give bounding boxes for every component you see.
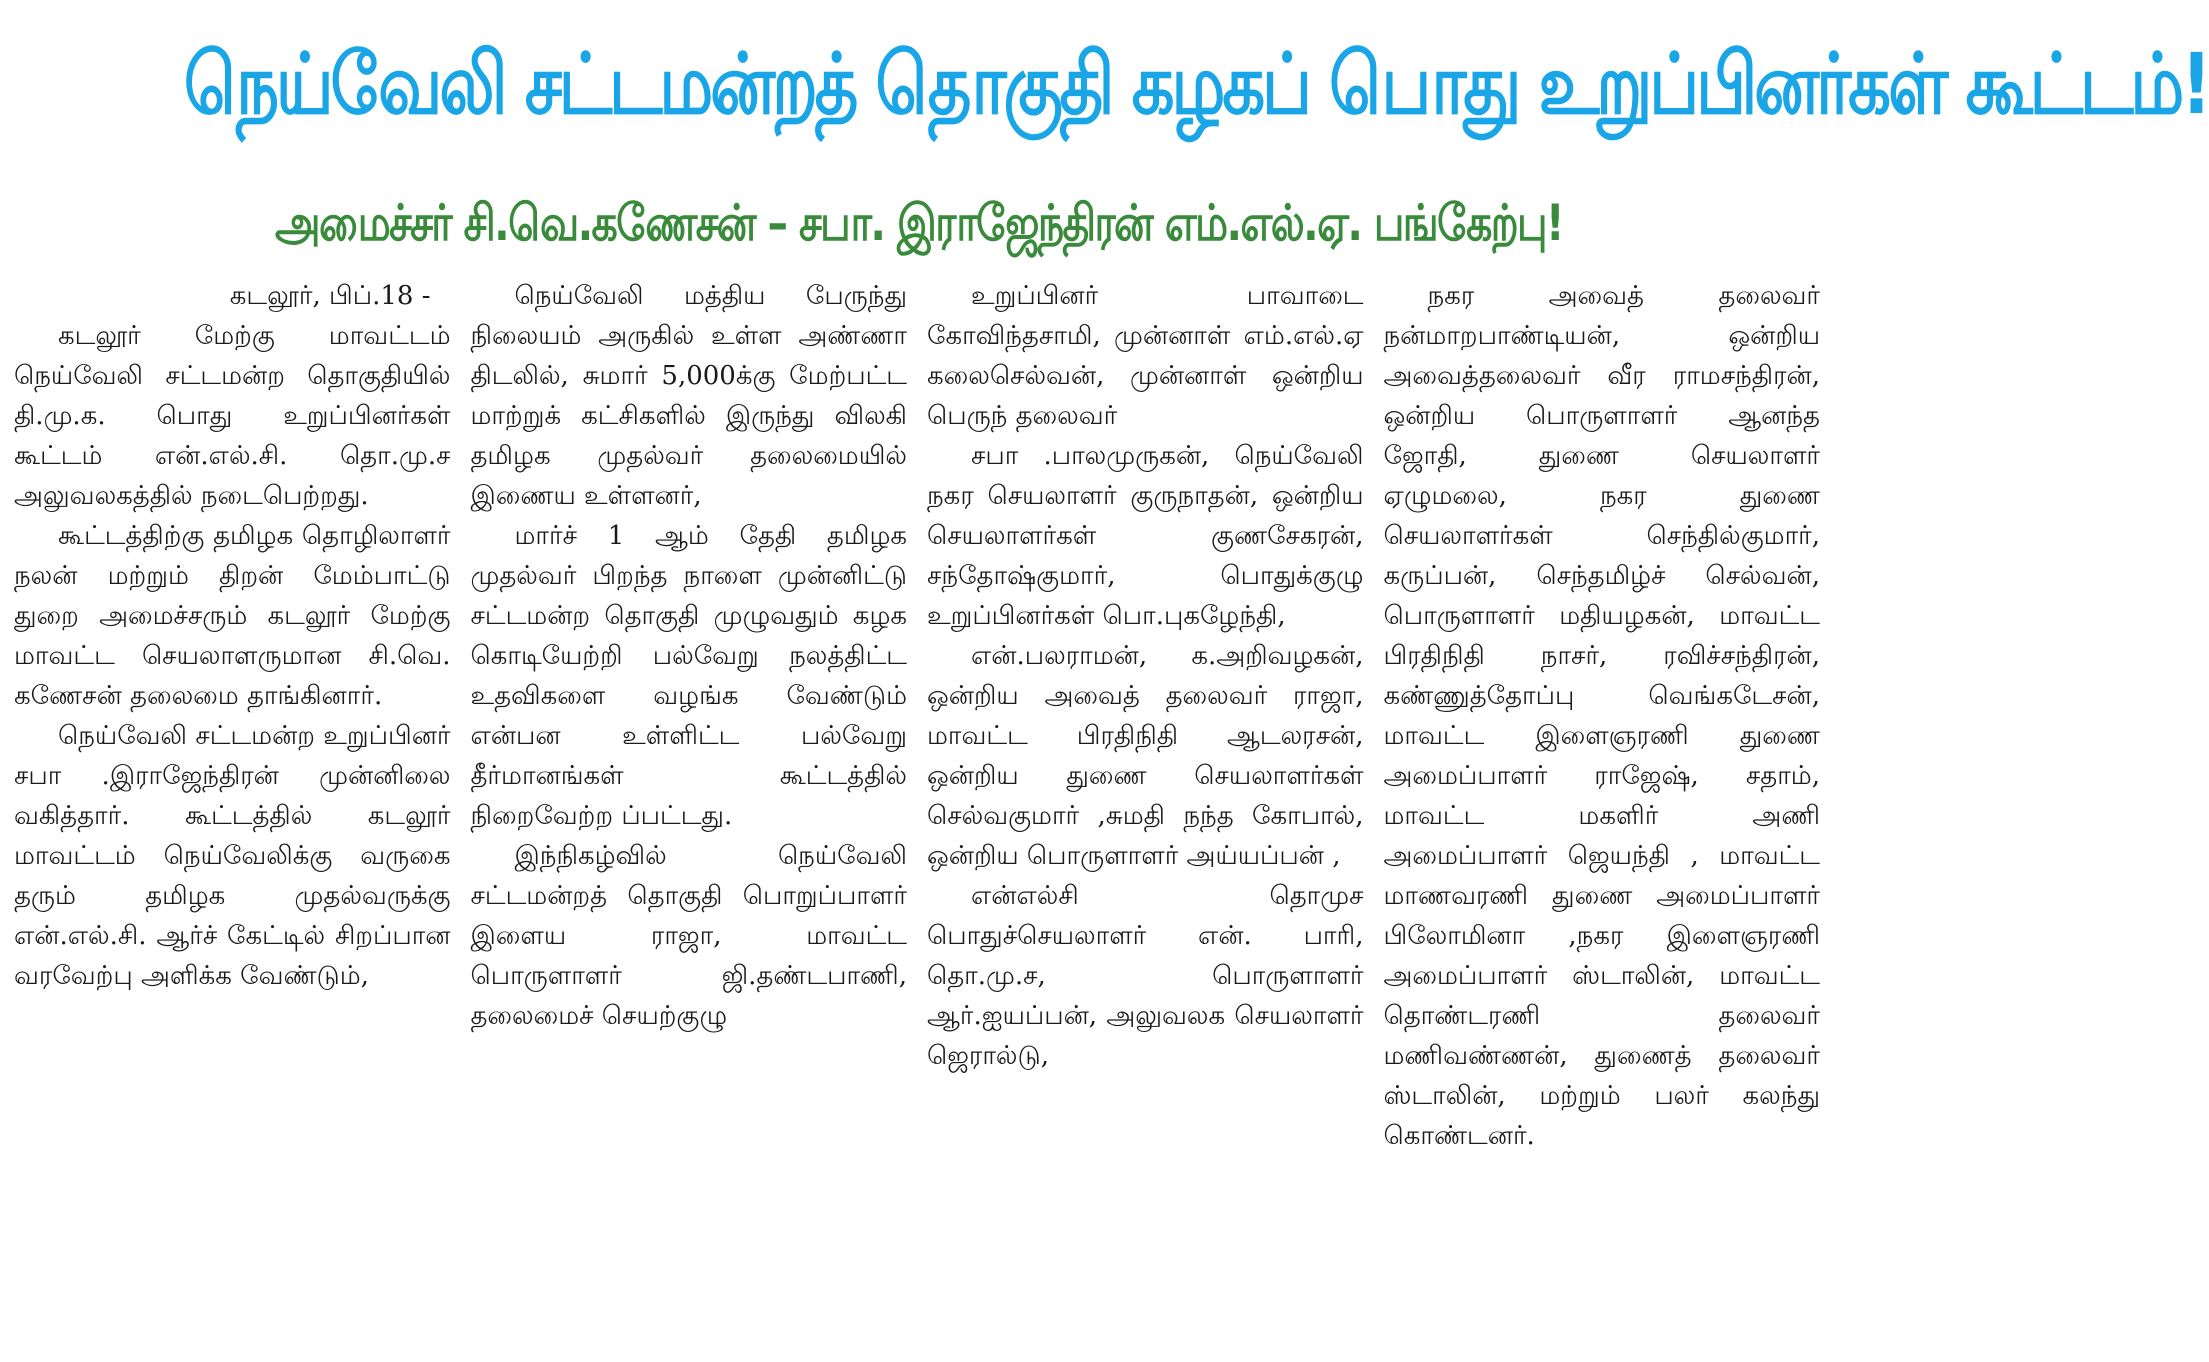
paragraph: என்எல்சி தொமுச பொதுச்செயலாளர் என். பாரி, தொ.மு.ச, பொருளாளர் ஆர்.ஐயப்பன், அலுவலக செயலாளர் ஜெரால்டு,: [927, 881, 1364, 1071]
article-column-1: [8, 276, 465, 1362]
paragraph: நெய்வேலி சட்டமன்ற உறுப்பினர் சபா .இராஜேந்திரன் முன்னிலை வகித்தார். கூட்டத்தில் கடலூர் மாவட்டம் நெய்வேலிக்கு வருகை தரும் தமிழக முதல்வருக்கு என்.எல்.சி. ஆர்ச் கேட்டில் சிறப்பான வரவேற்பு அளிக்க வேண்டும்,: [14, 721, 451, 991]
paragraph: நெய்வேலி மத்திய பேருந்து நிலையம் அருகில் உள்ள அண்ணா திடலில், சுமார் 5,000க்கு மேற்பட்ட மாற்றுக் கட்சிகளில் இருந்து விலகி தமிழக முதல்வர் தலைமையில் இணைய உள்ளனர்,: [470, 281, 907, 511]
article-body: [8, 276, 1834, 1362]
paragraph: சபா .பாலமுருகன், நெய்வேலி நகர செயலாளர் குருநாதன், ஒன்றிய செயலாளர்கள் குணசேகரன், சந்தோஷ்குமார், பொதுக்குழு உறுப்பினர்கள் பொ.புகழேந்தி,: [927, 441, 1364, 631]
paragraph: கூட்டத்திற்கு தமிழக தொழிலாளர் நலன் மற்றும் திறன் மேம்பாட்டு துறை அமைச்சரும் கடலூர் மேற்கு மாவட்ட செயலாளருமான சி.வெ. கணேசன் தலைமை தாங்கினார்.: [14, 521, 451, 711]
paragraph: கடலூர் மேற்கு மாவட்டம் நெய்வேலி சட்டமன்ற தொகுதியில் தி.மு.க. பொது உறுப்பினர்கள் கூட்டம் என்.எல்.சி. தொ.மு.ச அலுவலகத்தில் நடைபெற்றது.: [14, 321, 451, 511]
paragraph: இந்நிகழ்வில் நெய்வேலி சட்டமன்றத் தொகுதி பொறுப்பாளர் இளைய ராஜா, மாவட்ட பொருளாளர் ஜி.தண்டபாணி, தலைமைச் செயற்குழு: [470, 841, 907, 1031]
article-column-2: [465, 276, 922, 1362]
dateline: கடலூர், பிப்.18 -: [229, 281, 431, 311]
article-column-4: [1378, 276, 1835, 1362]
paragraph: உறுப்பினர் பாவாடை கோவிந்தசாமி, முன்னாள் எம்.எல்.ஏ கலைசெல்வன், முன்னாள் ஒன்றிய பெருந் தலைவர்: [927, 281, 1364, 431]
headline: நெய்வேலி சட்டமன்றத் தொகுதி கழகப் பொது உறுப்பினர்கள் கூட்டம்!: [183, 35, 2209, 133]
paragraph: என்.பலராமன், க.அறிவழகன், ஒன்றிய அவைத் தலைவர் ராஜா, மாவட்ட பிரதிநிதி ஆடலரசன், ஒன்றிய துணை செயலாளர்கள் செல்வகுமார் ,சுமதி நந்த கோபால், ஒன்றிய பொருளாளர் அய்யப்பன் ,: [927, 641, 1364, 871]
paragraph: நகர அவைத் தலைவர் நன்மாறபாண்டியன், ஒன்றிய அவைத்தலைவர் வீர ராமசந்திரன், ஒன்றிய பொருளாளர் ஆனந்த ஜோதி, துணை செயலாளர் ஏழுமலை, நகர துணை செயலாளர்கள் செந்தில்குமார், கருப்பன், செந்தமிழ்ச் செல்வன், பொருளாளர் மதியழகன், மாவட்ட பிரதிநிதி நாசர், ரவிச்சந்திரன், கண்ணுத்தோப்பு வெங்கடேசன், மாவட்ட இளைஞரணி துணை அமைப்பாளர் ராஜேஷ், சதாம், மாவட்ட மகளிர் அணி அமைப்பாளர் ஜெயந்தி , மாவட்ட மாணவரணி துணை அமைப்பாளர் பிலோமினா ,நகர இளைஞரணி அமைப்பாளர் ஸ்டாலின், மாவட்ட தொண்டரணி தலைவர் மணிவண்ணன், துணைத் தலைவர் ஸ்டாலின், மற்றும் பலர் கலந்து கொண்டனர்.: [1383, 281, 1820, 1151]
article-column-3: [921, 276, 1378, 1362]
subheadline: அமைச்சர் சி.வெ.கணேசன் – சபா. இராஜேந்திரன் எம்.எல்.ஏ. பங்கேற்பு!: [275, 194, 1563, 252]
paragraph: மார்ச் 1 ஆம் தேதி தமிழக முதல்வர் பிறந்த நாளை முன்னிட்டு சட்டமன்ற தொகுதி முழுவதும் கழக கொடியேற்றி பல்வேறு நலத்திட்ட உதவிகளை வழங்க வேண்டும் என்பன உள்ளிட்ட பல்வேறு தீர்மானங்கள் கூட்டத்தில் நிறைவேற்ற ப்பட்டது.: [470, 521, 907, 831]
